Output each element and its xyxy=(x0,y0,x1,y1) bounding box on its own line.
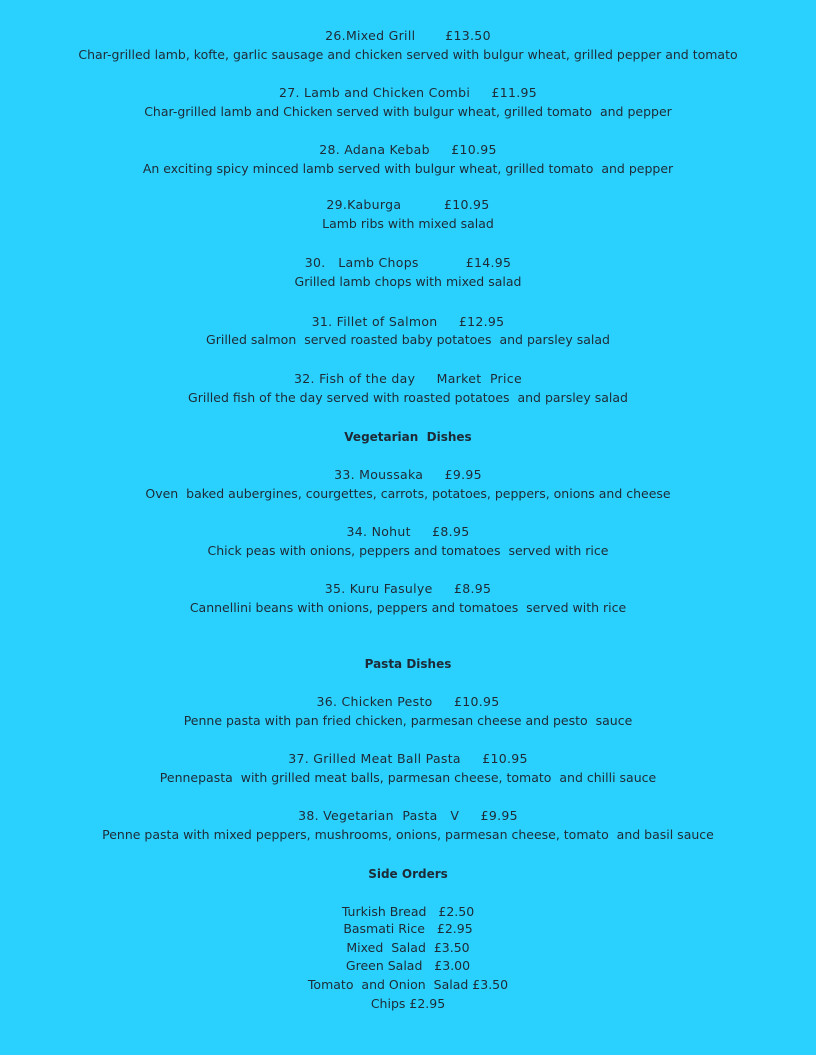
section-heading-sides: Side Orders xyxy=(368,867,448,881)
menu-item-desc-27: Char-grilled lamb and Chicken served with bulgur wheat, grilled tomato and pepper xyxy=(144,104,672,119)
menu-item-desc-33: Oven baked aubergines, courgettes, carrots, potatoes, peppers, onions and cheese xyxy=(145,486,671,501)
menu-item-title-33: 33. Moussaka £9.95 xyxy=(334,467,482,482)
section-heading-vegetarian: Vegetarian Dishes xyxy=(344,430,472,444)
menu-item-desc-30: Grilled lamb chops with mixed salad xyxy=(294,274,522,289)
menu-item-desc-35: Cannellini beans with onions, peppers and tomatoes served with rice xyxy=(189,600,627,615)
menu-item-title-32: 32. Fish of the day Market Price xyxy=(294,371,522,386)
side-order-item: Chips £2.95 xyxy=(370,996,446,1011)
side-order-item: Tomato and Onion Salad £3.50 xyxy=(307,977,509,992)
side-order-item: Mixed Salad £3.50 xyxy=(346,940,470,955)
menu-item-desc-31: Grilled salmon served roasted baby potatoes and parsley salad xyxy=(206,332,610,347)
menu-item-desc-36: Penne pasta with pan fried chicken, parmesan cheese and pesto sauce xyxy=(183,713,633,728)
menu-item-title-31: 31. Fillet of Salmon £12.95 xyxy=(311,314,505,329)
menu-item-title-26: 26.Mixed Grill £13.50 xyxy=(325,28,491,43)
side-order-item: Turkish Bread £2.50 xyxy=(341,904,475,919)
menu-item-title-30: 30. Lamb Chops £14.95 xyxy=(304,255,512,270)
menu-item-title-36: 36. Chicken Pesto £10.95 xyxy=(316,694,500,709)
side-order-item: Green Salad £3.00 xyxy=(345,958,471,973)
menu-item-title-37: 37. Grilled Meat Ball Pasta £10.95 xyxy=(288,751,528,766)
menu-item-desc-29: Lamb ribs with mixed salad xyxy=(322,216,494,231)
menu-item-desc-34: Chick peas with onions, peppers and tomatoes served with rice xyxy=(207,543,609,558)
side-order-item: Basmati Rice £2.95 xyxy=(343,921,473,936)
menu-item-desc-37: Pennepasta with grilled meat balls, parmesan cheese, tomato and chilli sauce xyxy=(159,770,657,785)
menu-item-title-28: 28. Adana Kebab £10.95 xyxy=(319,142,497,157)
menu-item-title-34: 34. Nohut £8.95 xyxy=(346,524,470,539)
menu-item-title-29: 29.Kaburga £10.95 xyxy=(326,197,490,212)
section-heading-pasta: Pasta Dishes xyxy=(364,657,452,671)
menu-item-title-27: 27. Lamb and Chicken Combi £11.95 xyxy=(278,85,538,100)
menu-item-desc-26: Char-grilled lamb, kofte, garlic sausage and chicken served with bulgur wheat, grilled pepper and tomato xyxy=(78,47,738,62)
menu-item-desc-28: An exciting spicy minced lamb served with bulgur wheat, grilled tomato and pepper xyxy=(142,161,674,176)
menu-item-desc-38: Penne pasta with mixed peppers, mushrooms, onions, parmesan cheese, tomato and basil sauce xyxy=(102,827,714,842)
menu-item-title-38: 38. Vegetarian Pasta V £9.95 xyxy=(298,808,518,823)
menu-item-desc-32: Grilled fish of the day served with roasted potatoes and parsley salad xyxy=(188,390,628,405)
menu-item-title-35: 35. Kuru Fasulye £8.95 xyxy=(324,581,492,596)
